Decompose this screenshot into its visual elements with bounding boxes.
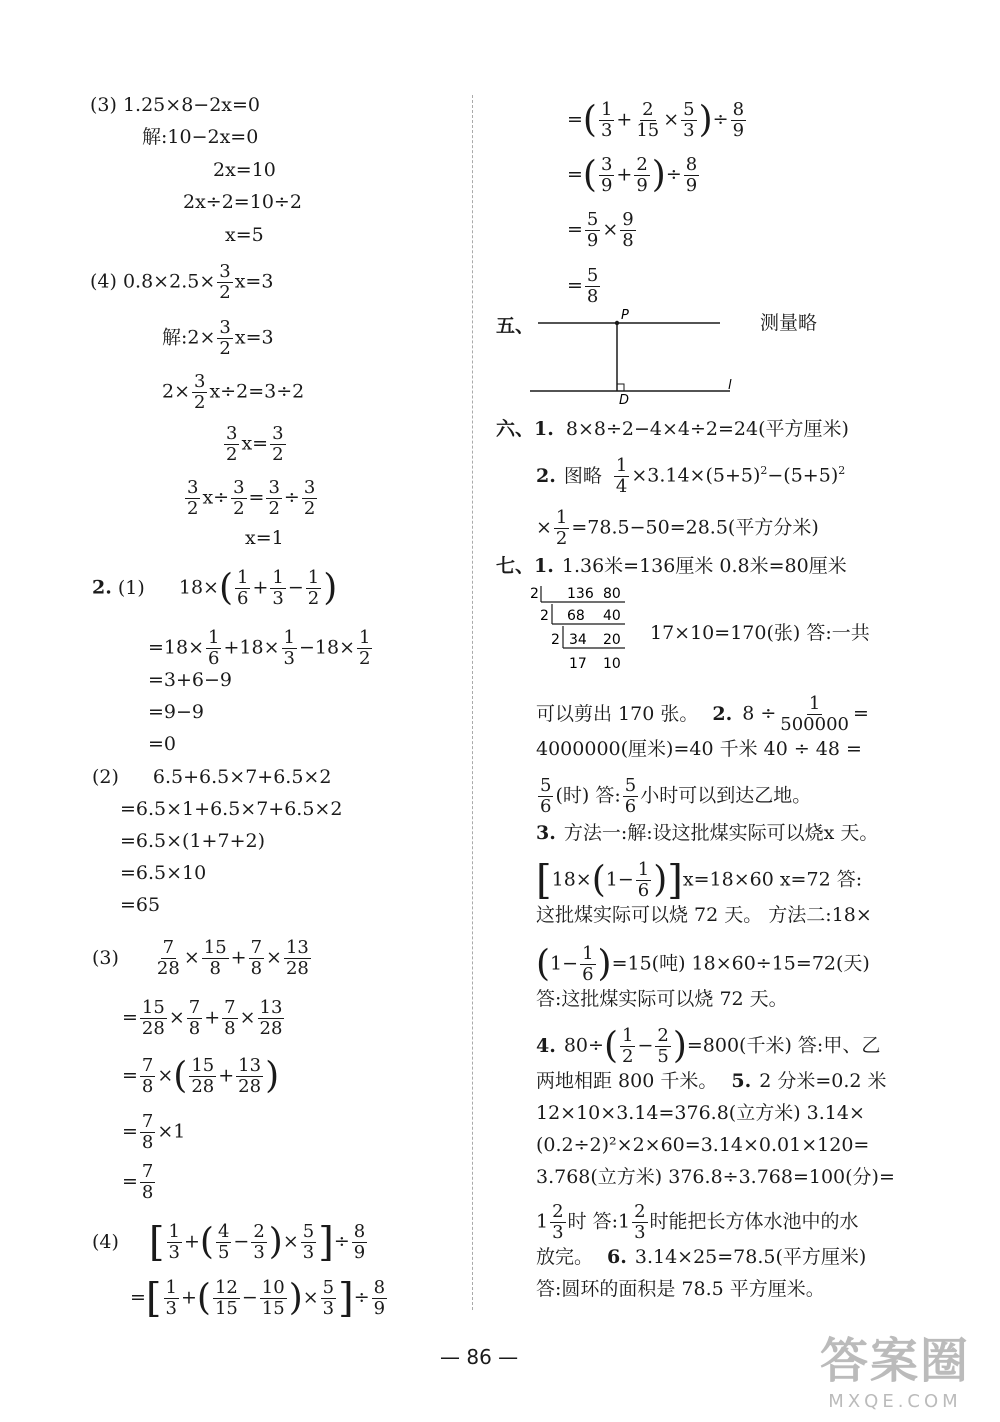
fraction: $\frac{3}{2}$ <box>194 371 206 413</box>
label-d: D <box>619 393 630 405</box>
s7-2-c: 4000000(厘米)=40 千米 40 ÷ 48 = <box>536 738 862 760</box>
fraction: $\frac{2}{3}$ <box>253 1221 265 1263</box>
r-step1: =( $\frac{1}{3}$ + $\frac{2}{15}$ × $\frac{5}{3}$ )÷ $\frac{8}{9}$ <box>567 99 745 141</box>
r-step2: =( $\frac{3}{9}$ + $\frac{2}{9}$ )÷ $\frac{8}{9}$ <box>567 154 698 196</box>
fraction: $\frac{1}{2}$ <box>555 507 568 549</box>
q4-step4: $\frac{3}{2}$ x÷ $\frac{3}{2}$ = $\frac{3}{2}$ ÷ $\frac{3}{2}$ <box>187 477 316 519</box>
fraction: $\frac{1}{2}$ <box>307 567 320 609</box>
s7-1-b: 17×10=170(张) 答:一共 <box>650 622 870 644</box>
s7-3-e: (1− $\frac{1}{6}$ )=15(吨) 18×60÷15=72(天) <box>536 943 870 985</box>
fraction: $\frac{13}{28}$ <box>285 937 309 979</box>
p2-3-step1: = $\frac{15}{28}$ × $\frac{7}{8}$ + $\frac{7}{8}$ × $\frac{13}{28}$ <box>122 997 283 1039</box>
p2-4-step1: =[ $\frac{1}{3}$ +( $\frac{12}{15}$ − $\frac{10}{15}$ )× $\frac{5}{3}$ ]÷ $\frac{8}{9}$ <box>130 1275 386 1322</box>
watermark-url: MXQE.COM <box>828 1391 962 1412</box>
fraction: $\frac{3}{2}$ <box>272 423 284 465</box>
fraction: $\frac{1}{6}$ <box>637 859 650 901</box>
q4-step3: $\frac{3}{2}$ x= $\frac{3}{2}$ <box>226 423 284 465</box>
s7-3-d: 这批煤实际可以烧 72 天。 方法二:18× <box>536 904 872 926</box>
svg-text:2: 2 <box>530 586 539 602</box>
s7-5-c: (0.2÷2)²×2×60=3.14×0.01×120= <box>536 1134 870 1156</box>
perpendicular-diagram <box>530 305 740 405</box>
fraction: $\frac{5}{6}$ <box>540 775 552 817</box>
q3-label: (3) <box>90 94 117 116</box>
svg-text:136: 136 <box>567 586 594 602</box>
fraction: $\frac{3}{9}$ <box>600 154 613 196</box>
p2-1-step4: =0 <box>148 733 177 755</box>
p2-2-step2: =6.5×(1+7+2) <box>120 830 265 852</box>
q4-eq-a: 0.8×2.5× <box>122 270 216 293</box>
fraction: $\frac{1}{6}$ <box>237 567 249 609</box>
fraction: $\frac{8}{9}$ <box>353 1221 366 1263</box>
q3-step3: 2x÷2=10÷2 <box>183 191 302 213</box>
q4-line <box>90 262 273 303</box>
fraction: $\frac{7}{8}$ <box>141 1055 154 1097</box>
fraction: $\frac{1}{500000}$ <box>780 693 849 735</box>
s7-4: 4. 80÷( $\frac{1}{2}$ − $\frac{2}{5}$ )=800(千米) 答:甲、乙 <box>536 1025 881 1067</box>
s7-5-e: 1 $\frac{2}{3}$ 时 答:1 $\frac{2}{3}$ 时能把长方体水池中的水 <box>536 1201 859 1243</box>
fraction: $\frac{1}{2}$ <box>359 627 371 669</box>
s7-3-b: [18×(1− $\frac{1}{6}$ )]x=18×60 x=72 答: <box>536 857 863 904</box>
p2-4-line: (4) [ $\frac{1}{3}$ +( $\frac{4}{5}$ − $\frac{2}{3}$ )× $\frac{5}{3}$ ]÷ $\frac{8}{9}$ <box>92 1219 366 1266</box>
fraction: $\frac{7}{8}$ <box>188 997 201 1039</box>
svg-text:10: 10 <box>603 656 621 672</box>
s7-6: 放完。 6. 3.14×25=78.5(平方厘米) <box>536 1246 867 1268</box>
problem-number: 2. <box>92 576 112 599</box>
fraction: $\frac{5}{9}$ <box>586 209 599 251</box>
watermark-logo <box>820 1322 970 1412</box>
label-p: P <box>621 308 629 323</box>
q4-eq-b: x=3 <box>234 270 274 293</box>
fraction: $\frac{1}{3}$ <box>600 99 613 141</box>
measure-note: 测量略 <box>760 312 818 334</box>
fraction: $\frac{1}{3}$ <box>283 627 295 669</box>
s7-5-d: 3.768(立方米) 376.8÷3.768=100(分)= <box>536 1166 895 1188</box>
fraction: $\frac{9}{8}$ <box>622 209 634 251</box>
p2-2-step4: =65 <box>120 894 161 916</box>
q3-equation: 1.25×8−2x=0 <box>122 94 261 116</box>
label-l: l <box>728 378 732 393</box>
fraction: $\frac{12}{15}$ <box>214 1277 238 1319</box>
fraction: $\frac{5}{3}$ <box>683 99 695 141</box>
fraction: $\frac{10}{15}$ <box>261 1277 285 1319</box>
fraction: $\frac{13}{28}$ <box>259 997 283 1039</box>
fraction: $\frac{3}{2}$ <box>219 317 231 359</box>
r-step3: = $\frac{5}{9}$ × $\frac{9}{8}$ <box>567 209 634 251</box>
q3-step2: 2x=10 <box>213 159 276 181</box>
p2-1-step2: =3+6−9 <box>148 669 233 691</box>
s7-6-c: 答:圆环的面积是 78.5 平方厘米。 <box>536 1278 825 1300</box>
fraction: $\frac{1}{6}$ <box>208 627 220 669</box>
fraction: $\frac{3}{2}$ <box>226 423 238 465</box>
p2-3-line: (3) $\frac{7}{28}$ × $\frac{15}{8}$ + $\frac{7}{8}$ × $\frac{13}{28}$ <box>92 937 309 979</box>
fraction: $\frac{1}{3}$ <box>272 567 284 609</box>
s7-5-b: 12×10×3.14=376.8(立方米) 3.14× <box>536 1102 865 1124</box>
fraction: $\frac{7}{8}$ <box>224 997 236 1039</box>
fraction: $\frac{3}{2}$ <box>219 261 231 303</box>
fraction: $\frac{7}{8}$ <box>141 1111 154 1153</box>
r-step4: = $\frac{5}{8}$ <box>567 265 599 307</box>
fraction: $\frac{1}{4}$ <box>615 455 628 497</box>
s7-3-a: 3. 方法一:解:设这批煤实际可以烧x 天。 <box>536 822 879 844</box>
fraction: $\frac{3}{2}$ <box>233 477 245 519</box>
s7-line1: 七、1. 1.36米=136厘米 0.8米=80厘米 <box>496 555 847 577</box>
p2-3-step2: = $\frac{7}{8}$ ×( $\frac{15}{28}$ + $\frac{13}{28}$ ) <box>122 1055 280 1097</box>
svg-text:34: 34 <box>569 632 587 648</box>
fraction: $\frac{5}{6}$ <box>624 775 637 817</box>
svg-text:80: 80 <box>603 586 621 602</box>
p2-2-line: (2) 6.5+6.5×7+6.5×2 <box>92 766 332 788</box>
fraction: $\frac{5}{3}$ <box>322 1277 335 1319</box>
svg-text:2: 2 <box>540 608 549 624</box>
fraction: $\frac{3}{2}$ <box>187 477 199 519</box>
q3-step4: x=5 <box>225 224 264 246</box>
p2-3-step4: = $\frac{7}{8}$ <box>122 1161 154 1203</box>
p2-2-step3: =6.5×10 <box>120 862 207 884</box>
fraction: $\frac{13}{28}$ <box>238 1055 262 1097</box>
s6-line3: × $\frac{1}{2}$ =78.5−50=28.5(平方分米) <box>536 507 819 549</box>
fraction: $\frac{1}{2}$ <box>622 1025 634 1067</box>
fraction: $\frac{15}{8}$ <box>203 937 227 979</box>
fraction: $\frac{7}{8}$ <box>141 1161 154 1203</box>
q3-step1: 解:10−2x=0 <box>142 126 259 148</box>
fraction: $\frac{7}{28}$ <box>156 937 180 979</box>
fraction: $\frac{2}{9}$ <box>636 154 648 196</box>
svg-text:2: 2 <box>551 632 560 648</box>
fraction: $\frac{1}{3}$ <box>165 1277 177 1319</box>
fraction: $\frac{15}{28}$ <box>191 1055 215 1097</box>
fraction: $\frac{5}{3}$ <box>302 1221 315 1263</box>
point-p <box>615 321 619 325</box>
s7-3-f: 答:这批煤实际可以烧 72 天。 <box>536 988 788 1010</box>
s7-2-d: $\frac{5}{6}$ (时) 答: $\frac{5}{6}$ 小时可以到达乙地。 <box>540 775 812 817</box>
svg-text:17: 17 <box>569 656 587 672</box>
p2-2-step1: =6.5×1+6.5×7+6.5×2 <box>120 798 343 820</box>
fraction: $\frac{4}{5}$ <box>217 1221 230 1263</box>
fraction: $\frac{1}{6}$ <box>582 943 594 985</box>
watermark-text: 答案圈 <box>819 1333 970 1389</box>
fraction: $\frac{2}{3}$ <box>552 1201 564 1243</box>
fraction: $\frac{3}{2}$ <box>303 477 316 519</box>
fraction: $\frac{2}{5}$ <box>657 1025 669 1067</box>
fraction: $\frac{3}{2}$ <box>268 477 280 519</box>
fraction: $\frac{8}{9}$ <box>373 1277 386 1319</box>
q4-label: (4) <box>90 270 117 293</box>
q4-step5: x=1 <box>245 527 284 549</box>
fraction: $\frac{1}{3}$ <box>168 1221 180 1263</box>
s6-line1: 六、1. 8×8÷2−4×4÷2=24(平方厘米) <box>496 418 849 440</box>
fraction: $\frac{2}{15}$ <box>636 99 660 141</box>
p2-1-line: 2. (1) 18×( $\frac{1}{6}$ + $\frac{1}{3}$ − $\frac{1}{2}$ ) <box>92 567 338 609</box>
fraction: $\frac{8}{9}$ <box>732 99 745 141</box>
q4-step1: 解:2× $\frac{3}{2}$ x=3 <box>162 317 274 359</box>
s6-line2: 2. 图略 $\frac{1}{4}$ $\times 3.14\times(5+5)^2-(5+5)^2$ <box>536 455 846 497</box>
right-angle-mark <box>617 384 624 391</box>
fraction: $\frac{2}{3}$ <box>634 1201 646 1243</box>
column-divider <box>472 95 473 1310</box>
s7-line-c: 可以剪出 170 张。 2. 8 ÷ $\frac{1}{500000}$ = <box>536 693 869 735</box>
p2-1-step3: =9−9 <box>148 701 205 723</box>
svg-text:40: 40 <box>603 608 621 624</box>
p2-3-step3: = $\frac{7}{8}$ ×1 <box>122 1111 186 1153</box>
fraction: $\frac{7}{8}$ <box>250 937 263 979</box>
s7-4-c: 两地相距 800 千米。 5. 2 分米=0.2 米 <box>536 1070 887 1092</box>
page-number: — 86 — <box>440 1345 519 1369</box>
section5-label: 五、 <box>496 315 535 337</box>
svg-text:68: 68 <box>567 608 585 624</box>
subproblem-label: (1) <box>117 576 145 599</box>
short-division-table <box>525 582 635 680</box>
q4-step2: 2× $\frac{3}{2}$ x÷2=3÷2 <box>162 371 305 413</box>
fraction: $\frac{8}{9}$ <box>685 154 698 196</box>
fraction: $\frac{5}{8}$ <box>586 265 599 307</box>
q3-line <box>90 92 260 118</box>
svg-text:20: 20 <box>603 632 621 648</box>
p2-1-step1: =18× $\frac{1}{6}$ +18× $\frac{1}{3}$ −18× $\frac{1}{2}$ <box>148 627 371 669</box>
fraction: $\frac{15}{28}$ <box>141 997 165 1039</box>
